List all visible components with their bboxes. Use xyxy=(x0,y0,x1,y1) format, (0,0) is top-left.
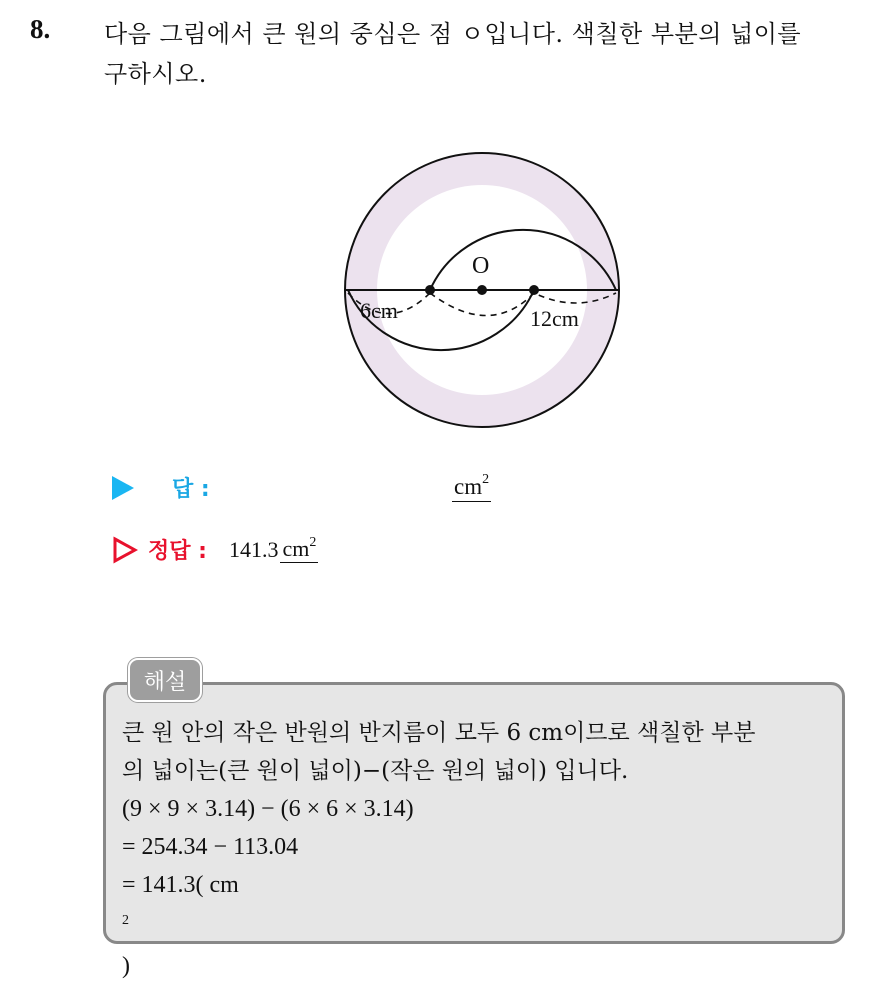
question-line-1: 다음 그림에서 큰 원의 중심은 점 ㅇ입니다. 색칠한 부분의 넓이를 xyxy=(104,20,802,48)
point-center xyxy=(477,285,487,295)
correct-value: 141.3 xyxy=(228,536,279,562)
answer-triangle-icon xyxy=(112,476,134,500)
explanation-text xyxy=(122,714,837,985)
correct-label: 정답 : xyxy=(148,539,207,564)
explanation-tab: 해설 xyxy=(128,658,202,702)
point-right xyxy=(529,285,539,295)
question-number: 8. xyxy=(30,14,51,44)
point-left xyxy=(425,285,435,295)
explanation-line-3: (9 × 9 × 3.14) − (6 × 6 × 3.14) xyxy=(122,796,414,822)
correct-answer-row xyxy=(112,534,318,565)
explanation-line-5-post: ) xyxy=(122,953,130,979)
question-line-2: 구하시오. xyxy=(104,60,207,88)
answer-label: 답 : xyxy=(172,477,210,502)
label-12cm: 12cm xyxy=(530,306,579,331)
question-text xyxy=(104,14,874,94)
explanation-line-5 xyxy=(122,866,837,985)
answer-unit: cm xyxy=(454,474,483,499)
center-label: O xyxy=(472,253,490,279)
correct-triangle-icon xyxy=(112,536,138,564)
circle-figure xyxy=(340,148,624,432)
answer-unit-exp: 2 xyxy=(482,472,490,488)
answer-blank[interactable] xyxy=(452,474,491,502)
label-6cm: 6cm xyxy=(360,298,398,323)
correct-unit-exp: 2 xyxy=(309,534,317,550)
explanation-line-1: 큰 원 안의 작은 반원의 반지름이 모두 6 cm이므로 색칠한 부분 xyxy=(122,720,756,746)
explanation-line-5-exp: 2 xyxy=(122,913,129,928)
explanation-line-2: 의 넓이는(큰 원이 넓이)−(작은 원의 넓이) 입니다. xyxy=(122,758,629,784)
correct-unit-text: cm xyxy=(282,536,310,561)
answer-row xyxy=(112,472,210,503)
explanation-line-5-pre: = 141.3( cm xyxy=(122,872,239,898)
explanation-line-4: = 254.34 − 113.04 xyxy=(122,834,299,860)
correct-unit xyxy=(280,536,318,563)
